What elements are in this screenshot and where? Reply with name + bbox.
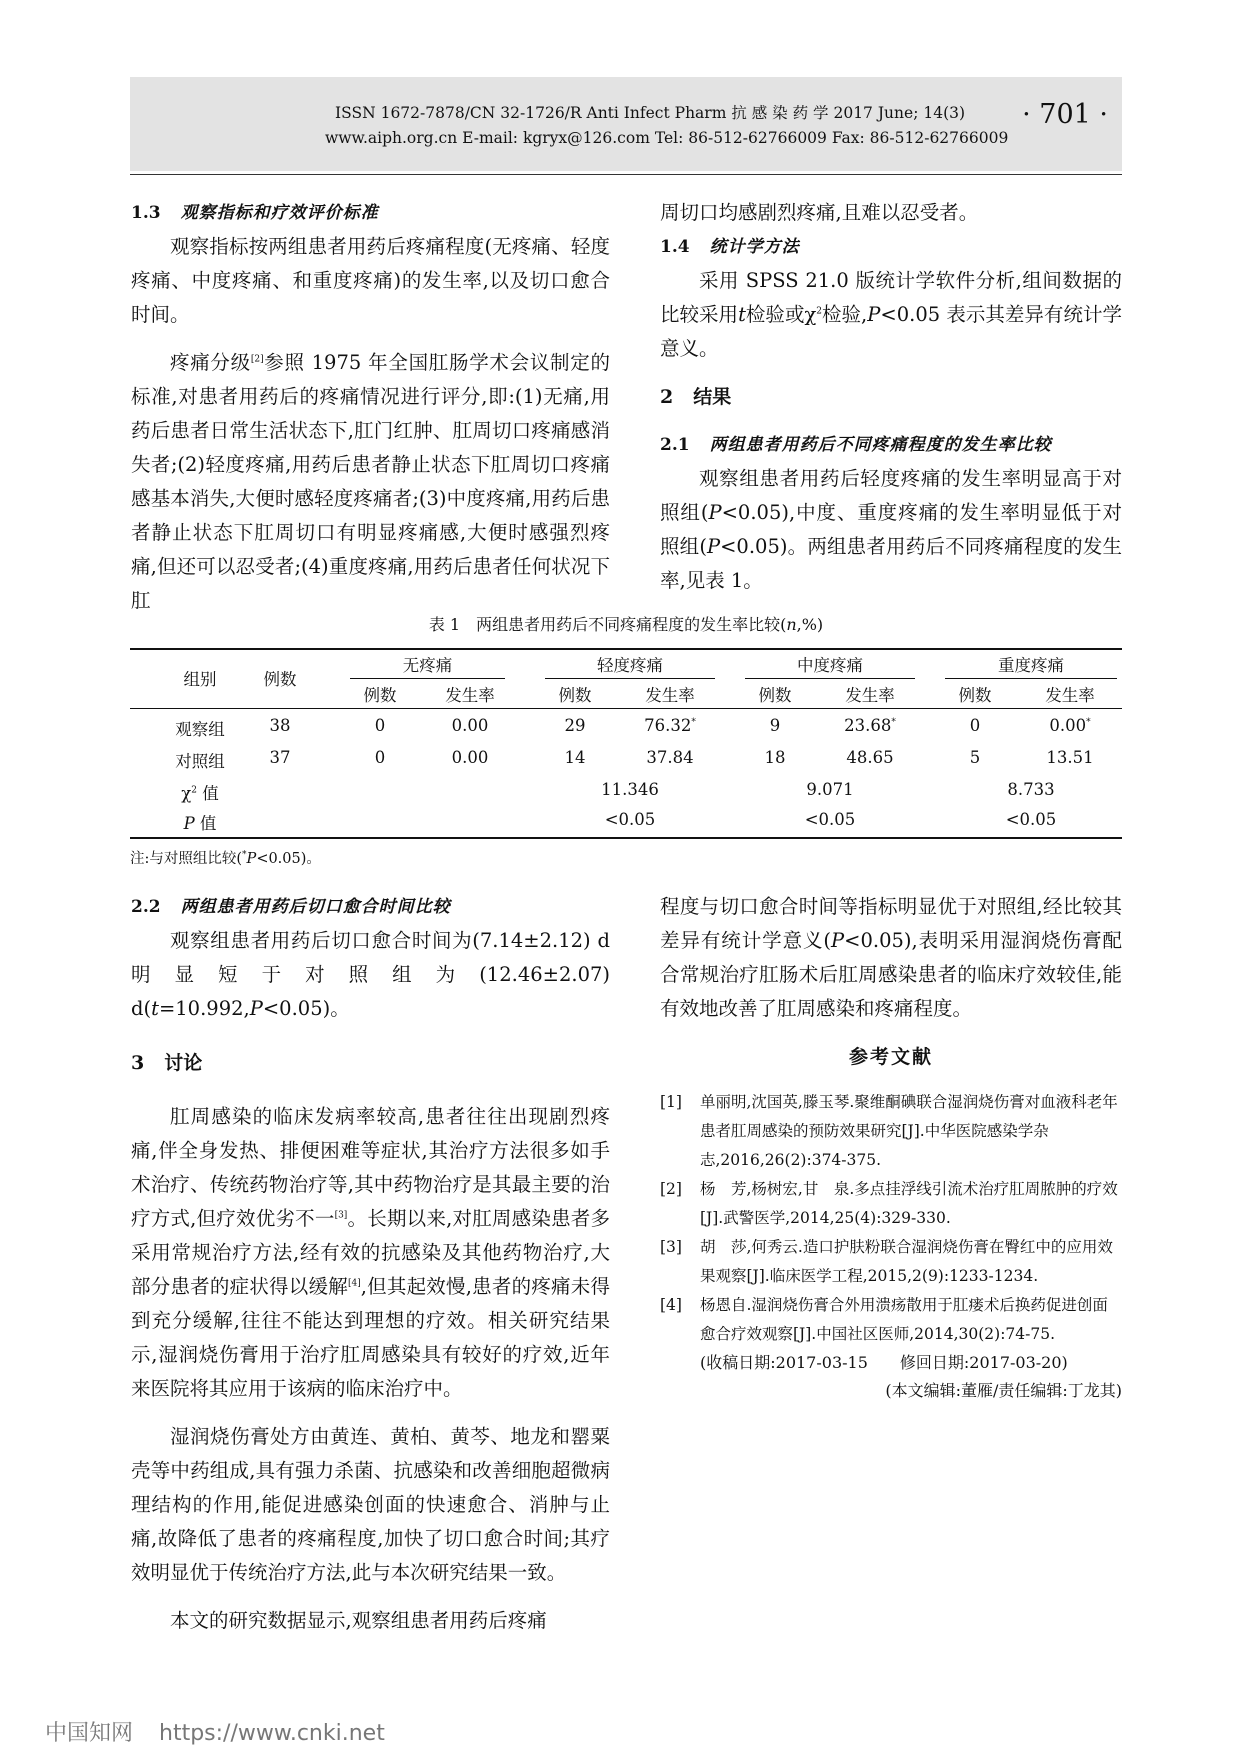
section-heading-3: 3 讨论	[131, 1052, 203, 1074]
paragraph-continued: 程度与切口愈合时间等指标明显优于对照组,经比较其差异有统计学意义(P<0.05),表明采用湿润烧伤膏配合常规治疗肛肠术后肛周感染患者的临床疗效较佳,能有效地改善了肛周感染和疼痛程度。	[660, 895, 1122, 1020]
paragraph: 本文的研究数据显示,观察组患者用药后疼痛	[170, 1609, 547, 1632]
table-cell: 8.733	[1007, 780, 1055, 799]
reference-list	[660, 1088, 1122, 1349]
section-heading-2-1: 2.1 两组患者用药后不同疼痛程度的发生率比较	[660, 435, 1052, 455]
table-cell: 76.32*	[644, 716, 696, 735]
table-title: 表 1 两组患者用药后不同疼痛程度的发生率比较(n,%)	[428, 615, 824, 634]
table-header-rule	[130, 708, 1122, 709]
page-number: · 701 ·	[1022, 99, 1108, 130]
right-column-bottom	[660, 890, 1122, 1405]
table-cell: 48.65	[846, 748, 894, 767]
table-cell: <0.05	[1005, 810, 1057, 829]
table-cell: 18	[764, 748, 786, 767]
table-cell: 29	[564, 716, 586, 735]
section-heading-1-3: 1.3 观察指标和疗效评价标准	[131, 203, 379, 223]
watermark-url: https://www.cnki.net	[159, 1721, 385, 1746]
paragraph: 湿润烧伤膏处方由黄连、黄柏、黄芩、地龙和罂粟壳等中药组成,具有强力杀菌、抗感染和改善细胞超微病理结构的作用,能促进感染创面的快速愈合、消肿与止痛,故降低了患者的疼痛程度,加快了切口愈合时间;其疗效明显优于传统治疗方法,此与本次研究结果一致。	[131, 1425, 610, 1584]
paragraph: 疼痛分级[2]参照 1975 年全国肛肠学术会议制定的标准,对患者用药后的疼痛情况进行评分,即:(1)无痛,用药后患者日常生活状态下,肛门红肿、肛周切口疼痛感消失者;(2)轻度疼痛,用药后患者静止状态下肛周切口疼痛感基本消失,大便时感轻度疼痛者;(3)中度疼痛,用药后患者静止状态下肛周切口有明显疼痛感,大便时感强烈疼痛,但还可以忍受者;(4)重度疼痛,用药后患者任何状况下肛	[131, 351, 610, 612]
table-cell: 23.68*	[844, 716, 896, 735]
table-cell: 0.00*	[1049, 716, 1091, 735]
table-cell: <0.05	[604, 810, 656, 829]
table-row-group: 观察组	[175, 720, 225, 739]
th-cases: 例数	[263, 670, 297, 689]
left-column-bottom	[131, 890, 610, 1638]
reference-item: [3] 胡 莎,何秀云.造口护肤粉联合湿润烧伤膏在臀红中的应用效果观察[J].临床医学工程,2015,2(9):1233-1234.	[660, 1238, 1113, 1285]
th-sub-rate: 发生率	[1045, 686, 1095, 705]
table-bottom-rule	[130, 837, 1122, 839]
section-heading-2-2: 2.2 两组患者用药后切口愈合时间比较	[131, 897, 451, 917]
citation: [4]	[347, 1278, 361, 1289]
th-sub-rate: 发生率	[845, 686, 895, 705]
th-sub-cases: 例数	[363, 686, 397, 705]
paragraph: 观察组患者用药后切口愈合时间为(7.14±2.12) d 明显短于对照组为(12.46±2.07) d(t=10.992,P<0.05)。	[131, 929, 610, 1020]
th-sub-cases: 例数	[758, 686, 792, 705]
right-column-top	[660, 196, 1122, 598]
th-sub-rate: 发生率	[445, 686, 495, 705]
table-row-chi-label: $\chi^2$ 值	[181, 784, 219, 803]
table-cell: 9	[769, 716, 781, 735]
reference-item: [2] 杨 芳,杨树宏,甘 泉.多点挂浮线引流术治疗肛周脓肿的疗效[J].武警医学,2014,25(4):329-330.	[660, 1180, 1118, 1227]
table-row-group: 对照组	[175, 752, 225, 771]
table-1	[130, 648, 1122, 838]
watermark-brand: 中国知网	[45, 1721, 134, 1746]
table-cell: 38	[269, 716, 291, 735]
received-dates: (收稿日期:2017-03-15 修回日期:2017-03-20)	[700, 1353, 1068, 1372]
editor-credit: (本文编辑:董雁/责任编辑:丁龙其)	[885, 1381, 1122, 1400]
table-cell: 37	[269, 748, 291, 767]
watermark	[45, 1716, 385, 1747]
header-contact-line: www.aiph.org.cn E-mail: kgryx@126.com Tel: 86-512-62766009 Fax: 86-512-62766009	[325, 129, 1009, 147]
table-cell: 0.00	[451, 716, 489, 735]
journal-header	[130, 77, 1122, 171]
header-journal-line: ISSN 1672-7878/CN 32-1726/R Anti Infect Pharm 抗 感 染 药 学 2017 June; 14(3)	[335, 104, 966, 122]
paragraph: 采用 SPSS 21.0 版统计学软件分析,组间数据的比较采用t检验或$\chi^2$检验,P<0.05 表示其差异有统计学意义。	[660, 269, 1122, 360]
table-cell: 0	[374, 748, 386, 767]
table-cell: 9.071	[806, 780, 854, 799]
table-cell: 5	[969, 748, 981, 767]
table-cell: 11.346	[601, 780, 659, 799]
table-cell: <0.05	[804, 810, 856, 829]
section-heading-1-4: 1.4 统计学方法	[660, 237, 800, 257]
references-heading: 参考文献	[848, 1046, 933, 1068]
table-cell: 13.51	[1046, 748, 1094, 767]
th-severe: 重度疼痛	[998, 656, 1064, 675]
th-mild: 轻度疼痛	[597, 656, 663, 675]
table-note: 注:与对照组比较(*P<0.05)。	[130, 850, 321, 867]
th-moderate: 中度疼痛	[797, 656, 863, 675]
left-column-top	[131, 196, 610, 618]
table-row-p-label: P 值	[183, 814, 217, 833]
table-cell: 37.84	[646, 748, 694, 767]
citation: [2]	[250, 354, 264, 365]
table-cell: 0	[969, 716, 981, 735]
reference-item: [1] 单丽明,沈国英,滕玉琴.聚维酮碘联合湿润烧伤膏对血液科老年患者肛周感染的预防效果研究[J].中华医院感染学杂志,2016,26(2):374-375.	[660, 1093, 1118, 1169]
table-cell: 0.00	[451, 748, 489, 767]
paragraph: 观察组患者用药后轻度疼痛的发生率明显高于对照组(P<0.05),中度、重度疼痛的发生率明显低于对照组(P<0.05)。两组患者用药后不同疼痛程度的发生率,见表 1。	[660, 467, 1122, 592]
paragraph-continued: 周切口均感剧烈疼痛,且难以忍受者。	[660, 201, 979, 224]
paragraph: 观察指标按两组患者用药后疼痛程度(无疼痛、轻度疼痛、中度疼痛、和重度疼痛)的发生率,以及切口愈合时间。	[131, 235, 610, 326]
section-heading-2: 2 结果	[660, 386, 732, 408]
reference-item: [4] 杨恩自.湿润烧伤膏合外用溃疡散用于肛瘘术后换药促进创面愈合疗效观察[J].中国社区医师,2014,30(2):74-75.	[660, 1296, 1108, 1343]
citation: [3]	[334, 1210, 348, 1221]
header-divider	[130, 174, 1122, 175]
table-cell: 0	[374, 716, 386, 735]
th-sub-cases: 例数	[958, 686, 992, 705]
table-cell: 14	[564, 748, 586, 767]
th-none: 无疼痛	[402, 656, 453, 675]
th-group: 组别	[183, 670, 217, 689]
th-sub-cases: 例数	[558, 686, 592, 705]
table-top-rule	[130, 648, 1122, 650]
paragraph: 肛周感染的临床发病率较高,患者往往出现剧烈疼痛,伴全身发热、排便困难等症状,其治疗方法很多如手术治疗、传统药物治疗等,其中药物治疗是其最主要的治疗方式,但疗效优劣不一[3]。长期以来,对肛周感染患者多采用常规治疗方法,经有效的抗感染及其他药物治疗,大部分患者的症状得以缓解[4],但其起效慢,患者的疼痛未得到充分缓解,往往不能达到理想的疗效。相关研究结果示,湿润烧伤膏用于治疗肛周感染具有较好的疗效,近年来医院将其应用于该病的临床治疗中。	[131, 1105, 611, 1400]
th-sub-rate: 发生率	[645, 686, 695, 705]
